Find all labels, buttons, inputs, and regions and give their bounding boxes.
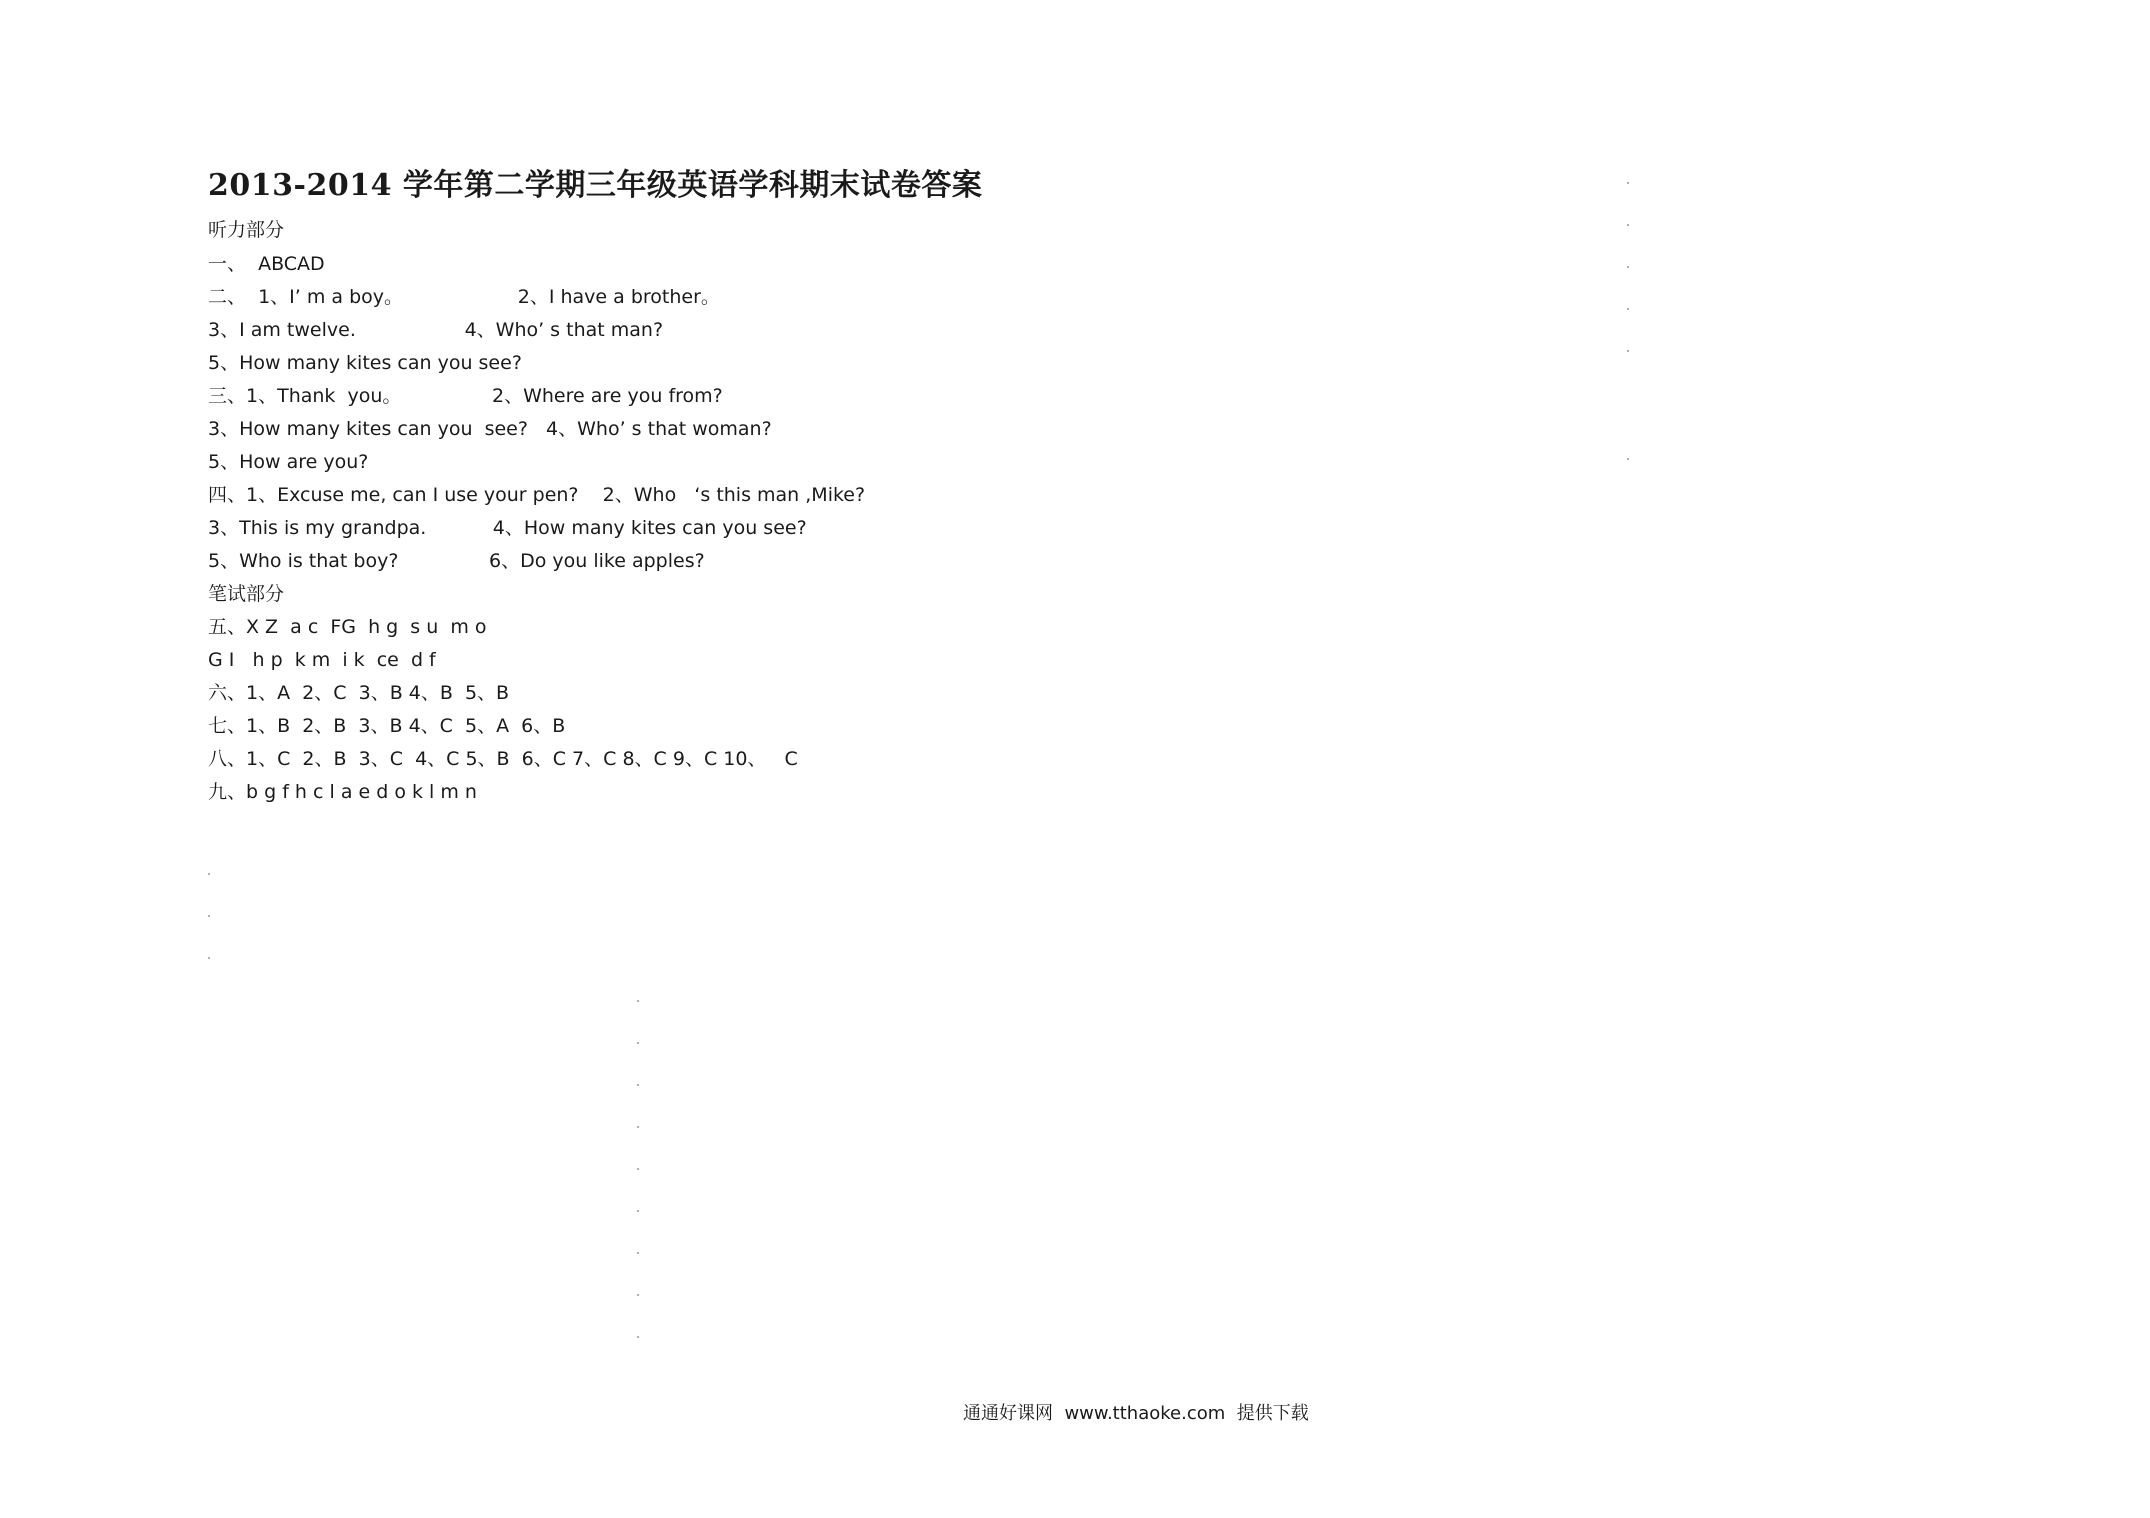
scan-dot (637, 1252, 639, 1254)
answer-line: 5、How many kites can you see? (208, 352, 522, 374)
answer-line: 七、1、B 2、B 3、B 4、C 5、A 6、B (208, 715, 566, 737)
scan-dot (637, 1168, 639, 1170)
scan-dot (1627, 308, 1629, 310)
scan-dot (1627, 350, 1629, 352)
scan-dot (208, 915, 210, 917)
answer-line: 八、1、C 2、B 3、C 4、C 5、B 6、C 7、C 8、C 9、C 10、 C (208, 748, 798, 770)
answer-line: 三、1、Thank you。 2、Where are you from? (208, 385, 723, 407)
document-title: 2013-2014 学年第二学期三年级英语学科期末试卷答案 (208, 168, 983, 203)
scan-dot (637, 1126, 639, 1128)
scan-dot (1627, 224, 1629, 226)
answer-line: 六、1、A 2、C 3、B 4、B 5、B (208, 682, 510, 704)
answer-line: 二、 1、I’ m a boy。 2、I have a brother。 (208, 286, 720, 308)
answer-line: 3、This is my grandpa. 4、How many kites can you see? (208, 517, 807, 539)
answer-line: 5、How are you? (208, 451, 369, 473)
scan-dot (1627, 182, 1629, 184)
scan-dot (637, 1000, 639, 1002)
section-heading-written: 笔试部分 (208, 583, 285, 605)
scan-dot (637, 1210, 639, 1212)
scan-dot (637, 1294, 639, 1296)
footer-source: 通通好课网 www.tthaoke.com 提供下载 (963, 1403, 1309, 1424)
section-heading-listening: 听力部分 (208, 219, 285, 241)
answer-line: 3、How many kites can you see? 4、Who’ s that woman? (208, 418, 772, 440)
answer-line: 5、Who is that boy? 6、Do you like apples? (208, 550, 705, 572)
scan-dot (1627, 266, 1629, 268)
scan-dot (637, 1084, 639, 1086)
answer-line: 四、1、Excuse me, can I use your pen? 2、Who ‘s this man ,Mike? (208, 484, 866, 506)
scan-dot (637, 1042, 639, 1044)
scan-dot (208, 873, 210, 875)
scan-dot (208, 957, 210, 959)
answer-line: 九、b g f h c l a e d o k l m n (208, 781, 477, 803)
scan-dot (1627, 458, 1629, 460)
answer-line: 3、I am twelve. 4、Who’ s that man? (208, 319, 664, 341)
answer-line: 五、X Z a c FG h g s u m o (208, 616, 487, 638)
scan-dot (637, 1336, 639, 1338)
answer-line: G I h p k m i k ce d f (208, 649, 436, 671)
answer-line: 一、 ABCAD (208, 253, 325, 275)
